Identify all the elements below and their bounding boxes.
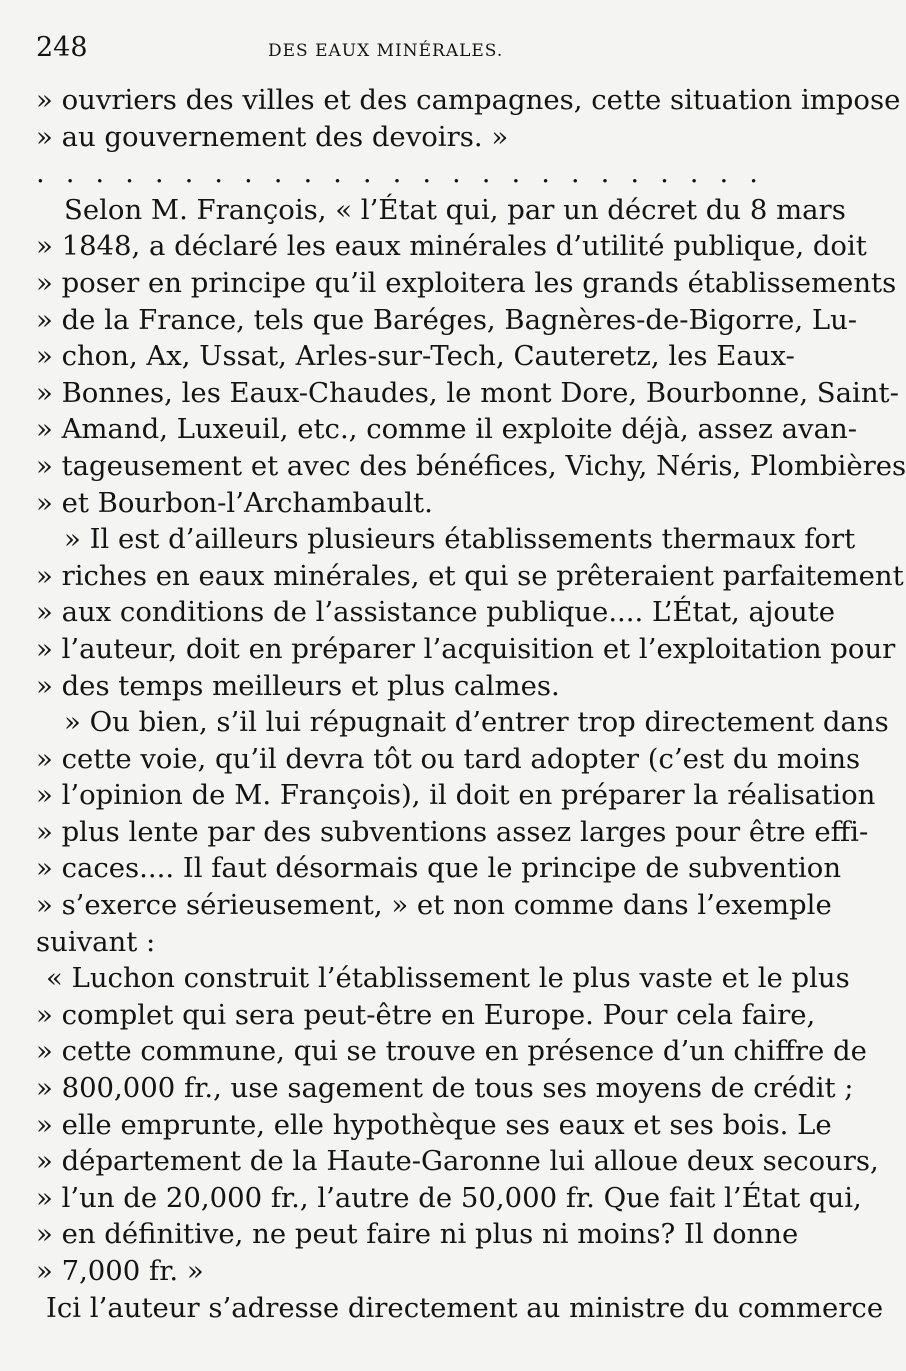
text-line: » 800,000 fr., use sagement de tous ses moyens de crédit ; <box>36 1072 854 1105</box>
text-line: » plus lente par des subventions assez larges pour être effi- <box>36 815 869 848</box>
text-line: » cette commune, qui se trouve en présence d’un chiffre de <box>36 1035 867 1068</box>
text-line: suivant : <box>36 925 156 958</box>
text-line: » l’auteur, doit en préparer l’acquisition et l’exploitation pour <box>36 632 896 665</box>
text-line: » poser en principe qu’il exploitera les grands établissements <box>36 266 897 299</box>
text-line: « Luchon construit l’établissement le plus vaste et le plus <box>46 962 850 995</box>
running-title: DES EAUX MINÉRALES. <box>268 41 504 61</box>
text-line: » elle emprunte, elle hypothèque ses eaux et ses bois. Le <box>36 1108 832 1141</box>
text-line: » riches en eaux minérales, et qui se prêteraient parfaitement <box>36 559 904 592</box>
text-line: » caces.... Il faut désormais que le principe de subvention <box>36 852 842 885</box>
ellipsis-line: . . . . . . . . . . . . . . . . . . . . . . . . . <box>36 157 758 190</box>
text-line: Ici l’auteur s’adresse directement au ministre du commerce <box>46 1291 884 1324</box>
text-line: » 1848, a déclaré les eaux minérales d’utilité publique, doit <box>36 230 867 263</box>
text-line: » ouvriers des villes et des campagnes, cette situation impose <box>36 84 901 116</box>
text-line: » s’exerce sérieusement, » et non comme dans l’exemple <box>36 889 832 922</box>
text-line: » Il est d’ailleurs plusieurs établissements thermaux fort <box>64 523 856 556</box>
text-line: » des temps meilleurs et plus calmes. <box>36 669 560 702</box>
text-line: » en définitive, ne peut faire ni plus ni moins? Il donne <box>36 1218 799 1251</box>
text-line: » Ou bien, s’il lui répugnait d’entrer trop directement dans <box>64 706 889 739</box>
text-line: » Bonnes, les Eaux-Chaudes, le mont Dore, Bourbonne, Saint- <box>36 376 899 409</box>
text-line: » département de la Haute-Garonne lui alloue deux secours, <box>36 1145 879 1178</box>
text-line: » de la France, tels que Baréges, Bagnères-de-Bigorre, Lu- <box>36 303 858 336</box>
text-line: » et Bourbon-l’Archambault. <box>36 486 433 519</box>
text-line: » Amand, Luxeuil, etc., comme il exploite déjà, assez avan- <box>36 413 857 446</box>
text-line: Selon M. François, « l’État qui, par un décret du 8 mars <box>64 193 846 226</box>
text-line: » l’opinion de M. François), il doit en préparer la réalisation <box>36 779 876 812</box>
text-line: » tageusement et avec des bénéfices, Vichy, Néris, Plombières <box>36 449 906 482</box>
body-text <box>36 82 906 1326</box>
text-line: » aux conditions de l’assistance publique.... L’État, ajoute <box>36 596 836 629</box>
text-line: » 7,000 fr. » <box>36 1255 204 1287</box>
text-line: » l’un de 20,000 fr., l’autre de 50,000 fr. Que fait l’État qui, <box>36 1181 862 1214</box>
page-number: 248 <box>36 32 88 63</box>
text-line: » au gouvernement des devoirs. » <box>36 120 509 153</box>
page-header <box>36 32 758 82</box>
text-line: » chon, Ax, Ussat, Arles-sur-Tech, Cauteretz, les Eaux- <box>36 340 795 373</box>
text-line: » complet qui sera peut-être en Europe. Pour cela faire, <box>36 998 816 1031</box>
text-line: » cette voie, qu’il devra tôt ou tard adopter (c’est du moins <box>36 742 861 775</box>
